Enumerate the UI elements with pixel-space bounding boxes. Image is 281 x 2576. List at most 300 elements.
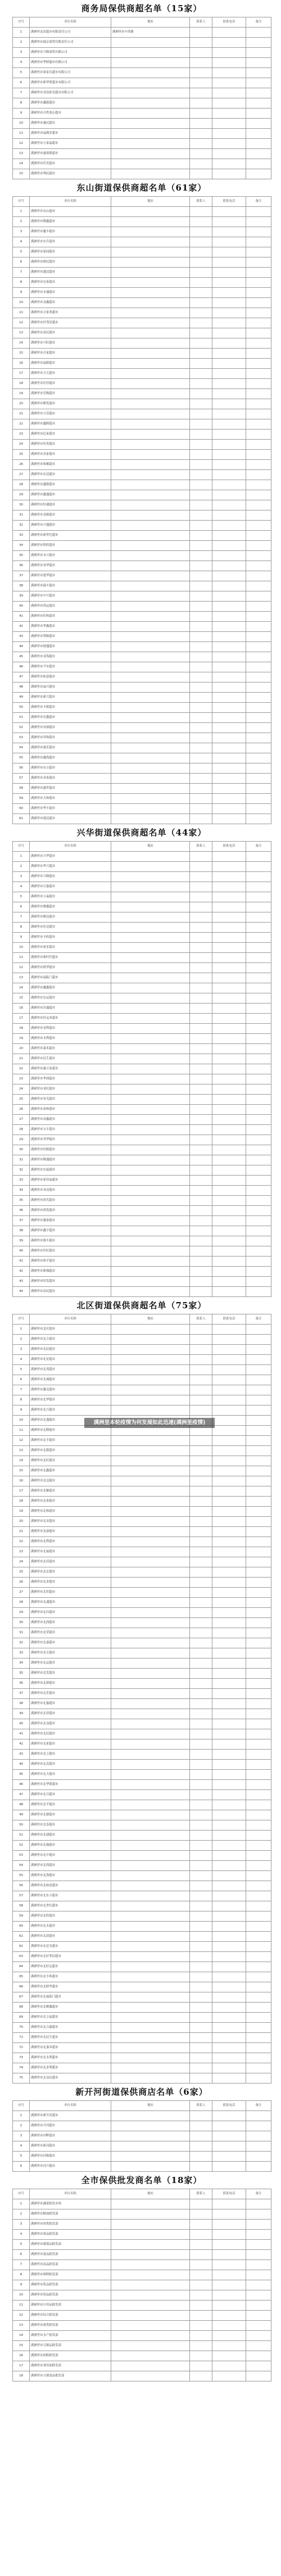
table-cell [111,923,190,933]
table-cell [212,139,246,149]
table-cell [190,1709,212,1719]
table-cell: 5 [13,1365,30,1375]
table-cell [212,399,246,409]
table-cell [246,1557,271,1567]
table-cell: 满洲里市好运来超市 [30,1014,111,1024]
table-cell [190,2361,212,2371]
table-row [13,581,271,591]
table-cell [111,1537,190,1547]
table-cell [111,1277,190,1287]
table-row [13,1891,271,1901]
table-cell: 1 [13,1325,30,1335]
table-cell: 满洲里市兴盛超市 [30,521,111,531]
table-cell [190,1216,212,1226]
table-cell [111,1456,190,1466]
table-row [13,1446,271,1456]
table-cell [246,1135,271,1145]
table-cell [246,1216,271,1226]
table-row [13,1395,271,1405]
table-cell [190,622,212,632]
table-cell [212,963,246,973]
table-cell: 满洲里市建华超市 [30,571,111,581]
table-cell [190,1004,212,1014]
table-cell [212,318,246,328]
table-cell: 满洲里市北新超市 [30,1679,111,1689]
table-cell [246,1608,271,1618]
table-row [13,693,271,703]
table-row [13,2280,271,2290]
table-cell [190,318,212,328]
table-cell [190,510,212,521]
table-row [13,602,271,612]
table-row [13,2250,271,2260]
table-cell [111,1658,190,1669]
table-cell [212,993,246,1004]
table-cell [246,1105,271,1115]
table-row [13,1497,271,1507]
table-cell [246,933,271,943]
table-cell [246,672,271,683]
table-cell [246,983,271,993]
table-cell [246,409,271,419]
table-cell [246,1426,271,1436]
table-cell [190,409,212,419]
table-cell [212,1992,246,2003]
table-row [13,308,271,318]
table-cell: 满洲里市祥和超市 [30,733,111,743]
table-cell [246,2240,271,2250]
table-cell [212,1922,246,1932]
table-cell: 满洲里市北丰收超市 [30,1972,111,1982]
table-cell: 36 [13,561,30,571]
table-cell [246,2121,271,2131]
table-cell: 满洲里市佳美超市 [30,159,111,169]
table-cell: 72 [13,2043,30,2053]
table-cell [246,652,271,662]
table-cell [246,389,271,399]
table-cell [246,912,271,923]
table-cell [212,1426,246,1436]
table-cell [212,2371,246,2381]
table-cell: 15 [13,993,30,1004]
table-row [13,88,271,98]
table-cell [212,48,246,58]
table-cell [246,1365,271,1375]
table-cell [111,1618,190,1628]
table-cell [111,1034,190,1044]
table-cell [212,169,246,179]
table-row [13,1115,271,1125]
table-cell [190,1095,212,1105]
table-cell [212,2162,246,2172]
table-cell [246,1145,271,1155]
table-row [13,1365,271,1375]
table-cell [190,1165,212,1176]
table-cell [212,298,246,308]
table-cell: 满洲里市百惠超市 [30,882,111,892]
table-cell: 48 [13,683,30,693]
table-cell: 71 [13,2033,30,2043]
table-cell: 满洲里市金源超市 [30,510,111,521]
table-cell: 2 [13,1335,30,1345]
table-cell [111,88,190,98]
table-row [13,1709,271,1719]
table-cell [111,1628,190,1638]
table-cell: 满洲里市北城超市 [30,1375,111,1385]
table-cell [111,1335,190,1345]
table-cell [246,1780,271,1790]
table-cell: 满洲里市旺角超市 [30,440,111,450]
table-cell: 59 [13,794,30,804]
table-cell [111,338,190,349]
table-cell [111,207,190,217]
table-cell: 20 [13,399,30,409]
table-cell: 满洲里市北民生超市 [30,2033,111,2043]
table-row [13,804,271,814]
table-cell [212,369,246,379]
table-cell [246,1628,271,1638]
table-cell: 满洲里市金泰超市 [30,774,111,784]
table-cell: 满洲里市惠万家超市 [30,1064,111,1074]
table-cell [212,1608,246,1618]
table-cell [246,1932,271,1942]
table-cell: 11 [13,1426,30,1436]
table-cell [190,1446,212,1456]
table-cell: 23 [13,430,30,440]
table-cell: 42 [13,622,30,632]
watermark-banner: 满洲里本轮疫情为何发展如此迅速(满洲里疫情) [84,1418,215,1428]
table-cell [246,510,271,521]
table-cell [190,139,212,149]
table-cell [212,983,246,993]
table-cell [111,2063,190,2073]
table-cell: 满洲里市北华超市 [30,1395,111,1405]
table-cell: 44 [13,1760,30,1770]
table-cell [246,1739,271,1750]
table-cell [190,1507,212,1517]
column-header: 单位名称 [30,197,111,207]
table-cell [111,892,190,902]
table-cell [111,784,190,794]
table-cell [212,58,246,68]
table-row [13,784,271,794]
table-cell: 满洲里市北好运超市 [30,1962,111,1972]
table-row [13,207,271,217]
table-cell [246,852,271,862]
table-row [13,399,271,409]
column-header: 联系电话 [212,2101,246,2111]
table-cell [246,531,271,541]
table-cell [246,1992,271,2003]
table-cell [246,1851,271,1861]
table-cell [111,1911,190,1922]
table-cell: 49 [13,693,30,703]
table-cell: 满洲里市北发超市 [30,1669,111,1679]
table-cell [212,1689,246,1699]
table-cell [111,1598,190,1608]
table-row [13,1105,271,1115]
table-row [13,2220,271,2230]
table-cell [190,1074,212,1084]
table-row [13,1942,271,1952]
table-row [13,1831,271,1841]
table-cell [190,683,212,693]
table-cell: 满洲里市便民超市 [30,257,111,268]
table-cell [190,38,212,48]
table-cell: 10 [13,2290,30,2301]
table-cell [246,2311,271,2321]
table-cell: 满洲里市北嘉超市 [30,1638,111,1648]
table-cell [111,1982,190,1992]
table-cell: 满洲里市和顺超市 [30,460,111,470]
table-cell [190,2280,212,2290]
table-cell [212,2230,246,2240]
table-cell [111,1729,190,1739]
table-cell [111,359,190,369]
table-cell [246,571,271,581]
table-cell: 70 [13,2023,30,2033]
table-cell [111,642,190,652]
table-cell: 3 [13,2131,30,2141]
table-row [13,1236,271,1246]
table-cell [190,1084,212,1095]
table-cell: 8 [13,98,30,109]
table-cell [190,733,212,743]
table-row [13,1689,271,1699]
table-row [13,349,271,359]
table-cell [212,2141,246,2152]
table-cell: 满洲里市聚鑫超市 [30,902,111,912]
column-header: 联系人 [190,842,212,852]
table-cell [111,2230,190,2240]
table-cell [111,743,190,753]
table-row [13,1267,271,1277]
table-cell: 23 [13,1074,30,1084]
table-cell [212,2131,246,2141]
table-cell [190,2311,212,2321]
table-cell [111,983,190,993]
table-cell: 40 [13,602,30,612]
table-row [13,774,271,784]
table-cell [111,1790,190,1800]
table-row [13,318,271,328]
table-cell [212,1287,246,1297]
table-cell: 满洲里市华鑫超市 [30,622,111,632]
table-cell [190,2250,212,2260]
section-title: 新开河街道保供商店名单（6家） [75,2087,208,2097]
table-row [13,1760,271,1770]
table-cell [190,2351,212,2361]
table-cell [111,852,190,862]
table-cell [246,227,271,237]
table-cell [190,1325,212,1335]
table-cell [190,1820,212,1831]
table-cell [190,1679,212,1689]
table-cell [212,1014,246,1024]
table-cell [212,1810,246,1820]
table-cell [111,1679,190,1689]
table-cell [190,953,212,963]
table-row [13,1165,271,1176]
table-cell: 满洲里市富民超市 [30,328,111,338]
table-cell [246,943,271,953]
table-cell [190,804,212,814]
table-cell [111,2043,190,2053]
table-row [13,1527,271,1537]
table-cell [190,912,212,923]
table-row [13,1537,271,1547]
table-cell: 满洲里市百姓放心超市 [30,109,111,119]
table-cell [190,2111,212,2121]
table-cell: 满洲里市鑫源超市 [30,98,111,109]
table-header-row [13,17,271,28]
table-cell [212,308,246,318]
column-header: 联系电话 [212,197,246,207]
table-cell [246,278,271,288]
table-cell [190,369,212,379]
table-cell: 满洲里市昌盛超市 [30,1004,111,1014]
table-row [13,1810,271,1820]
table-cell [111,369,190,379]
table-cell [111,1345,190,1355]
table-cell [111,1851,190,1861]
table-cell [246,2209,271,2220]
table-cell: 12 [13,1436,30,1446]
table-row [13,1972,271,1982]
table-cell: 62 [13,1942,30,1952]
table-cell: 满洲里市通达超市 [30,814,111,824]
table-cell [212,882,246,892]
table-cell: 满洲里市北润超市 [30,1618,111,1628]
table-cell: 60 [13,1922,30,1932]
table-cell: 12 [13,318,30,328]
table-cell [190,983,212,993]
table-cell [212,1932,246,1942]
table-cell [212,1841,246,1851]
table-cell: 51 [13,713,30,723]
table-cell [212,1125,246,1135]
table-cell [190,1638,212,1648]
table-row [13,1800,271,1810]
table-cell [212,450,246,460]
column-header: 联系人 [190,197,212,207]
table-cell: 满洲里市盛达超市 [30,268,111,278]
table-cell: 满洲里市方便食品批发部 [30,2371,111,2381]
table-row [13,794,271,804]
table-cell [111,1257,190,1267]
table-cell [212,159,246,169]
table-row [13,1628,271,1638]
table-cell [111,1901,190,1911]
column-header: 地址 [111,2101,190,2111]
table-cell [212,1365,246,1375]
table-cell: 9 [13,288,30,298]
table-cell [111,217,190,227]
table-cell [246,1871,271,1881]
table-row [13,1922,271,1932]
table-cell [111,379,190,389]
table-cell [111,672,190,683]
table-cell: 满洲里市北方超市 [30,1335,111,1345]
table-cell: 满洲里市恒发超市 [30,1277,111,1287]
table-cell [212,923,246,933]
table-row [13,852,271,862]
table-cell: 满洲里市日用品批发部 [30,2301,111,2311]
table-cell: 满洲里市北永超市 [30,1922,111,1932]
table-row [13,78,271,88]
table-cell [111,288,190,298]
table-cell [190,862,212,872]
table-cell [190,1135,212,1145]
table-cell: 2 [13,2121,30,2131]
table-cell [190,1436,212,1446]
table-cell: 57 [13,1891,30,1901]
table-cell [111,581,190,591]
table-cell [246,2371,271,2381]
table-cell [111,440,190,450]
table-cell [246,2053,271,2063]
table-cell [111,2331,190,2341]
table-row [13,1335,271,1345]
table-cell [111,1922,190,1932]
table-cell [246,794,271,804]
table-cell: 5 [13,247,30,257]
table-cell [190,129,212,139]
table-cell [111,1105,190,1115]
table-row [13,1851,271,1861]
table-cell: 满洲里市北苑超市 [30,1365,111,1375]
table-cell: 41 [13,1729,30,1739]
table-row [13,169,271,179]
table-cell [111,257,190,268]
table-cell: 满洲里市盛源超市 [30,480,111,490]
table-cell [111,1054,190,1064]
table-cell [246,1115,271,1125]
table-cell [190,2141,212,2152]
table-cell [190,2162,212,2172]
table-cell [111,1507,190,1517]
table-cell: 40 [13,1246,30,1257]
table-cell [246,1345,271,1355]
table-cell [212,652,246,662]
table-cell: 满洲里市北隆超市 [30,1426,111,1436]
table-header-row [13,1314,271,1325]
table-cell [111,723,190,733]
table-cell: 11 [13,129,30,139]
table-cell: 13 [13,973,30,983]
column-header: 单位名称 [30,2189,111,2199]
table-cell [246,1507,271,1517]
table-cell [190,1729,212,1739]
table-cell [212,541,246,551]
table-cell [246,139,271,149]
table-cell [246,500,271,510]
table-cell: 33 [13,531,30,541]
table-cell [111,1014,190,1024]
table-cell [190,2131,212,2141]
table-cell [190,1105,212,1115]
table-row [13,1699,271,1709]
table-cell: 30 [13,500,30,510]
table-header-row [13,842,271,852]
table-row [13,1155,271,1165]
table-cell [111,1841,190,1851]
table-cell [190,784,212,794]
table-cell: 满洲里市家佳福超市 [30,1176,111,1186]
table-cell [246,1982,271,1992]
table-cell [190,2290,212,2301]
table-cell: 满洲里市北百惠超市 [30,2023,111,2033]
